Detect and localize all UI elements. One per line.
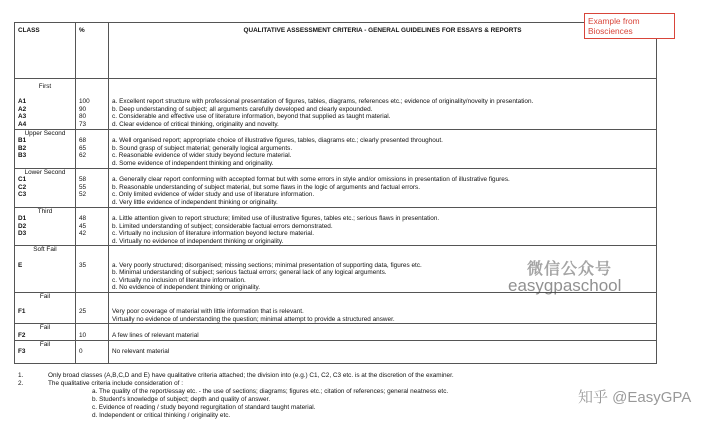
group-third [15,207,657,246]
criterion-text: c. Considerable and effective use of literature information, beyond that supplied as taught material. [112,113,391,121]
percent-value: 68 [79,137,87,145]
criterion-text: d. No evidence of independent thinking or originality. [112,284,261,292]
percent-value: 52 [79,191,87,199]
percent-value: 73 [79,120,87,128]
wechat-watermark: 微信公众号 [527,261,613,278]
criterion-text: a. Generally clear report conforming with accepted format but with some errors in style and/or omissions in presentation of illustrative figures. [112,176,510,184]
group-first [15,79,657,130]
criterion-text: Virtually no evidence of understanding the question; minimal attempt to provide a structured answer. [112,315,395,323]
class-code: C2 [18,183,27,191]
group-lower-second [15,168,657,207]
criterion-text: b. Limited understanding of subject; considerable factual errors demonstrated. [112,222,333,230]
criterion-text: d. Clear evidence of critical thinking, originality and novelty. [112,120,279,128]
class-code: B3 [18,152,27,160]
group-fail-f3 [15,340,657,364]
footnotes [18,372,454,420]
percent-header: % [76,23,109,79]
group-fail-f1 [15,293,657,324]
percent-value: 58 [79,176,87,184]
percent-value: 48 [79,215,87,223]
class-code: B2 [18,144,27,152]
criterion-text: c. Only limited evidence of wider study and use of literature information. [112,191,315,199]
criterion-text: a. Excellent report structure with professional presentation of figures, tables, diagrams, references etc.; evidence of originality/novelty in presentation. [112,98,534,106]
criterion-text: b. Sound grasp of subject material; generally logical arguments. [112,144,293,152]
footnote-subitem: d. Independent or critical thinking / originality etc. [92,412,231,419]
percent-value: 80 [79,113,87,121]
criterion-text: d. Very little evidence of independent thinking or originality. [112,198,278,206]
criterion-text: c. Virtually no inclusion of literature information beyond lecture material. [112,230,314,238]
class-code: A4 [18,120,27,128]
percent-value: 42 [79,230,87,238]
criteria-title-header: QUALITATIVE ASSESSMENT CRITERIA - GENERAL GUIDELINES FOR ESSAYS & REPORTS [109,23,657,79]
class-code: C3 [18,191,27,199]
site-watermark: easygpaschool [508,276,622,295]
group-upper-second [15,129,657,168]
group-name: First [38,83,52,90]
criterion-text: A few lines of relevant material [112,332,199,339]
criterion-text: a. Well organised report; appropriate choice of illustrative figures, tables, diagrams etc.; clearly presented throughout. [112,137,443,145]
footnote-text: Only broad classes (A,B,C,D and E) have qualitative criteria attached; the division into (e.g.) C1, C2, C3 etc. is at the discretion of the examiner. [48,372,454,379]
group-name: Third [37,207,53,215]
class-code: A2 [18,105,27,113]
group-fail-f2 [15,324,657,340]
percent-value: 10 [79,332,87,339]
group-name: Fail [39,293,51,301]
assessment-criteria-table [14,22,657,364]
footnote-1 [18,372,454,380]
percent-value: 45 [79,222,87,230]
class-code: F3 [18,348,26,356]
group-name: Upper Second [24,129,66,137]
footnote-number: 2. [18,380,24,387]
class-code: F1 [18,308,26,316]
criterion-text: d. Some evidence of independent thinking and originality. [112,159,274,167]
footnote-number: 1. [18,372,24,379]
class-code: A3 [18,113,27,121]
criterion-text: b. Reasonable understanding of subject material, but some flaws in the logic of arguments and factual errors. [112,183,420,191]
criterion-text: No relevant material [112,348,170,356]
class-code: C1 [18,176,27,184]
percent-value: 35 [79,261,87,269]
percent-value: 25 [79,308,87,316]
footnote-subitem: b. Student's knowledge of subject; depth and quality of answer. [92,396,271,403]
criterion-text: c. Virtually no inclusion of literature information. [112,276,246,284]
percent-value: 90 [79,105,87,113]
footnote-subitem: c. Evidence of reading / study beyond regurgitation of standard taught material. [92,404,316,411]
group-name: Fail [39,340,51,348]
class-code: D2 [18,222,27,230]
percent-value: 65 [79,144,87,152]
criterion-text: Very poor coverage of material with little information that is relevant. [112,308,304,316]
class-code: E [18,261,23,269]
group-name: Lower Second [24,168,66,176]
percent-value: 0 [79,348,83,356]
criterion-text: c. Reasonable evidence of wider study beyond lecture material. [112,152,292,160]
percent-value: 100 [79,98,90,106]
group-name: Fail [39,324,51,332]
class-header: CLASS [15,23,76,79]
footnote-2 [18,380,454,388]
criterion-text: d. Virtually no evidence of independent thinking or originality. [112,237,284,245]
example-callout: Example from Biosciences [584,13,675,39]
class-code: F2 [18,332,26,339]
criterion-text: b. Deep understanding of subject; all arguments carefully developed and clearly expounded. [112,105,373,113]
percent-value: 62 [79,152,87,160]
group-name: Soft Fail [33,246,57,254]
criterion-text: b. Minimal understanding of subject; serious factual errors; general lack of any logical arguments. [112,269,387,277]
criterion-text: a. Little attention given to report structure; limited use of illustrative figures, tables etc.; serious flaws in presentation. [112,215,440,223]
class-code: D3 [18,230,27,238]
footnote-text: The qualitative criteria include consideration of : [48,380,183,387]
zhihu-watermark: 知乎 @EasyGPA [578,389,692,406]
class-code: A1 [18,98,27,106]
criterion-text: a. Very poorly structured; disorganised; missing sections; minimal presentation of supporting data, figures etc. [112,261,422,269]
percent-value: 55 [79,183,87,191]
class-code: D1 [18,215,27,223]
footnote-subitem: a. The quality of the report/essay etc. - the use of sections; diagrams; figures etc.; citation of references; general neatness etc. [92,388,449,395]
class-code: B1 [18,137,27,145]
table-header-row [15,23,657,79]
